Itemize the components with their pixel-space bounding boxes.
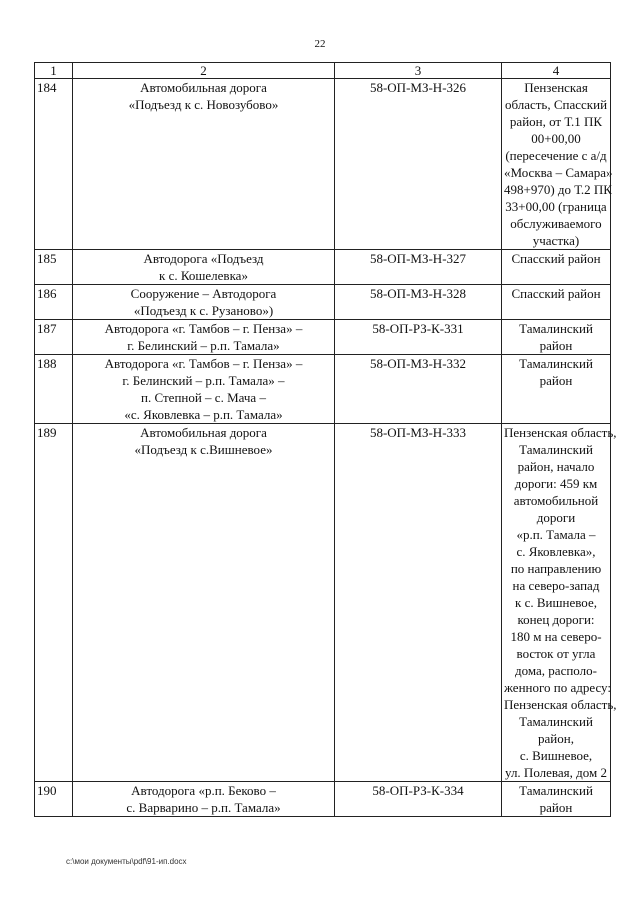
location-cell-line: к с. Вишневое, xyxy=(515,595,597,610)
column-header-4: 4 xyxy=(502,63,611,79)
road-name-cell-line: «с. Яковлевка – р.п. Тамала» xyxy=(124,407,283,422)
road-name-cell-line: Автомобильная дорога xyxy=(140,425,267,440)
table-body xyxy=(35,79,617,817)
road-id-cell: 58-ОП-МЗ-Н-333 xyxy=(335,424,502,782)
location-cell-line: с. Яковлевка», xyxy=(516,544,596,559)
road-name-cell-line: «Подъезд к с.Вишневое» xyxy=(134,442,273,457)
location-cell-line: область, Спасский xyxy=(504,97,608,112)
location-cell xyxy=(502,285,611,320)
location-cell-line: район xyxy=(539,800,573,815)
road-name-cell-line: Сооружение – Автодорога xyxy=(130,286,277,301)
location-cell-line: район xyxy=(539,373,573,388)
location-cell-line: ул. Полевая, дом 2 xyxy=(505,765,607,780)
road-name-cell-line: с. Варварино – р.п. Тамала» xyxy=(126,800,281,815)
road-id-cell: 58-ОП-РЗ-К-331 xyxy=(335,320,502,355)
table-row xyxy=(35,320,611,355)
road-name-cell-line: Автодорога «р.п. Беково – xyxy=(131,783,276,798)
location-cell-line: район, xyxy=(538,731,574,746)
location-cell-line: дома, располо- xyxy=(515,663,597,678)
table-header-row xyxy=(35,63,611,79)
location-cell-line: Спасский район xyxy=(511,251,601,266)
road-name-cell-line: «Подъезд к с. Новозубово» xyxy=(128,97,279,112)
location-cell-line: автомобильной xyxy=(513,493,599,508)
road-name-cell-line: Автодорога «Подъезд xyxy=(143,251,264,266)
location-cell-line: Пензенская область, xyxy=(504,697,617,712)
road-name-cell-line: Автодорога «г. Тамбов – г. Пенза» – xyxy=(104,321,303,336)
row-number-cell: 187 xyxy=(35,320,73,355)
location-cell-line: 180 м на северо- xyxy=(510,629,602,644)
location-cell-line: 00+00,00 xyxy=(531,131,581,146)
row-number-cell: 188 xyxy=(35,355,73,424)
location-cell xyxy=(502,320,611,355)
row-number-cell: 189 xyxy=(35,424,73,782)
location-cell xyxy=(502,250,611,285)
column-header-2: 2 xyxy=(73,63,335,79)
table-row xyxy=(35,285,611,320)
location-cell-line: Спасский район xyxy=(511,286,601,301)
road-name-cell-line: «Подъезд к с. Рузаново») xyxy=(133,303,274,318)
location-cell xyxy=(502,782,611,817)
location-cell-line: с. Вишневое, xyxy=(519,748,593,763)
document-file-path: c:\мои документы\pdf\91-ип.docx xyxy=(66,857,187,866)
location-cell-line: 33+00,00 (граница xyxy=(505,199,607,214)
location-cell xyxy=(502,424,617,782)
location-cell-line: «р.п. Тамала – xyxy=(516,527,596,542)
table-row xyxy=(35,355,611,424)
column-header-1: 1 xyxy=(35,63,73,79)
road-name-cell xyxy=(73,424,335,782)
location-cell-line: восток от угла xyxy=(516,646,596,661)
row-number-cell: 186 xyxy=(35,285,73,320)
location-cell-line: обслуживаемого xyxy=(510,216,602,231)
row-number-cell: 190 xyxy=(35,782,73,817)
location-cell-line: (пересечение с а/д xyxy=(505,148,607,163)
road-name-cell-line: г. Белинский – р.п. Тамала» – xyxy=(122,373,285,388)
location-cell-line: «Москва – Самара» xyxy=(504,165,613,180)
row-number-cell: 185 xyxy=(35,250,73,285)
location-cell-line: Тамалинский xyxy=(519,783,593,798)
location-cell-line: женного по адресу: xyxy=(504,680,611,695)
road-name-cell-line: Автодорога «г. Тамбов – г. Пенза» – xyxy=(104,356,303,371)
location-cell-line: Тамалинский xyxy=(519,714,593,729)
road-name-cell xyxy=(73,782,335,817)
location-cell-line: дороги: 459 км xyxy=(514,476,598,491)
road-name-cell-line: п. Степной – с. Мача – xyxy=(141,390,266,405)
road-id-cell: 58-ОП-МЗ-Н-328 xyxy=(335,285,502,320)
location-cell-line: дороги xyxy=(536,510,576,525)
road-name-cell-line: г. Белинский – р.п. Тамала» xyxy=(127,338,280,353)
table-row xyxy=(35,424,611,782)
location-cell-line: участка) xyxy=(532,233,580,248)
road-id-cell: 58-ОП-МЗ-Н-332 xyxy=(335,355,502,424)
column-header-3: 3 xyxy=(335,63,502,79)
location-cell-line: Пензенская область, xyxy=(504,425,617,440)
location-cell-line: конец дороги: xyxy=(517,612,595,627)
location-cell-line: Пензенская xyxy=(524,80,588,95)
road-registry-table xyxy=(34,62,617,817)
road-name-cell xyxy=(73,320,335,355)
location-cell xyxy=(502,355,611,424)
location-cell xyxy=(502,79,611,250)
road-name-cell xyxy=(73,355,335,424)
location-cell-line: район xyxy=(539,338,573,353)
road-name-cell xyxy=(73,79,335,250)
location-cell-line: Тамалинский xyxy=(519,321,593,336)
location-cell-line: Тамалинский xyxy=(519,442,593,457)
page-number: 22 xyxy=(314,38,326,50)
road-id-cell: 58-ОП-РЗ-К-334 xyxy=(335,782,502,817)
table-row xyxy=(35,79,611,250)
road-id-cell: 58-ОП-МЗ-Н-327 xyxy=(335,250,502,285)
location-cell-line: Тамалинский xyxy=(519,356,593,371)
road-name-cell xyxy=(73,285,335,320)
location-cell-line: район, от Т.1 ПК xyxy=(509,114,603,129)
road-name-cell-line: к с. Кошелевка» xyxy=(159,268,248,283)
location-cell-line: район, начало xyxy=(517,459,595,474)
row-number-cell: 184 xyxy=(35,79,73,250)
road-name-cell xyxy=(73,250,335,285)
location-cell-line: 498+970) до Т.2 ПК xyxy=(504,182,612,197)
table-row xyxy=(35,782,611,817)
road-id-cell: 58-ОП-МЗ-Н-326 xyxy=(335,79,502,250)
location-cell-line: по направлению xyxy=(510,561,602,576)
location-cell-line: на северо-запад xyxy=(512,578,600,593)
table-row xyxy=(35,250,611,285)
road-name-cell-line: Автомобильная дорога xyxy=(140,80,267,95)
